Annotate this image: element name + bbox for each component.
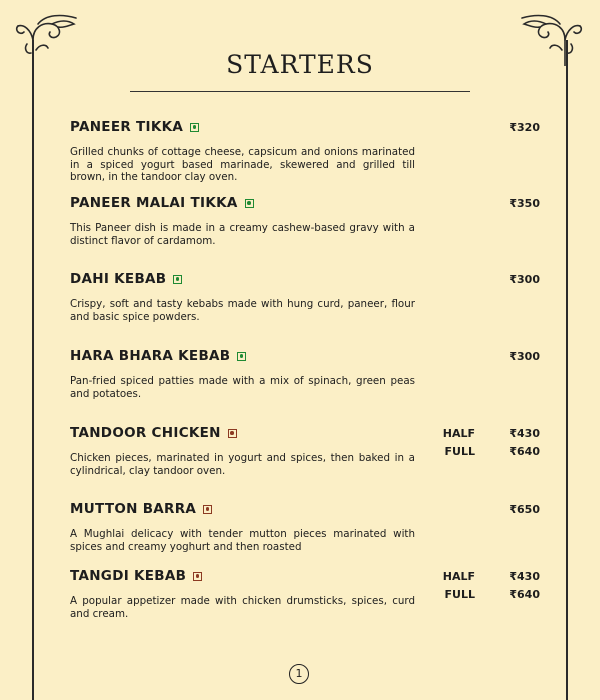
price-block — [495, 347, 540, 365]
menu-item-paneer-tikka — [70, 118, 540, 184]
right-border-line — [566, 40, 568, 700]
price-block — [435, 567, 540, 603]
menu-item-paneer-malai-tikka — [70, 194, 540, 247]
full-price: ₹640 — [509, 444, 540, 458]
full-price: ₹640 — [509, 587, 540, 601]
price-block — [495, 270, 540, 288]
menu-item-description: Crispy, soft and tasty kebabs made with hung curd, paneer, flour and basic spice powders. — [70, 298, 415, 323]
menu-item-name: PANEER TIKKA — [70, 118, 540, 136]
nonveg-indicator-icon — [228, 429, 237, 438]
menu-item-name: TANDOOR CHICKEN — [70, 424, 540, 442]
veg-indicator-icon — [173, 275, 182, 284]
menu-item-description: Pan-fried spiced patties made with a mix of spinach, green peas and potatoes. — [70, 375, 415, 400]
half-price: ₹430 — [509, 569, 540, 583]
menu-item-hara-bhara-kebab — [70, 347, 540, 400]
menu-item-name: DAHI KEBAB — [70, 270, 540, 288]
menu-item-price: ₹650 — [509, 502, 540, 516]
half-label: HALF — [442, 569, 475, 583]
menu-item-tangdi-kebab — [70, 567, 540, 620]
half-price: ₹430 — [509, 426, 540, 440]
left-border-line — [32, 40, 34, 700]
menu-item-description: Chicken pieces, marinated in yogurt and spices, then baked in a cylindrical, clay tandoor oven. — [70, 452, 415, 477]
page-number: 1 — [289, 664, 309, 684]
menu-item-dahi-kebab — [70, 270, 540, 323]
veg-indicator-icon — [245, 199, 254, 208]
menu-item-price: ₹300 — [509, 272, 540, 286]
menu-item-name: MUTTON BARRA — [70, 500, 540, 518]
veg-indicator-icon — [237, 352, 246, 361]
page-title: STARTERS — [226, 50, 374, 79]
price-block — [495, 194, 540, 212]
half-label: HALF — [442, 426, 475, 440]
menu-item-description: A Mughlai delicacy with tender mutton pieces marinated with spices and creamy yoghurt and then roasted — [70, 528, 415, 553]
full-label: FULL — [444, 587, 475, 601]
price-block — [495, 118, 540, 136]
nonveg-indicator-icon — [193, 572, 202, 581]
menu-item-price: ₹350 — [509, 196, 540, 210]
price-block — [495, 500, 540, 518]
menu-item-description: Grilled chunks of cottage cheese, capsicum and onions marinated in a spiced yogurt based marinade, skewered and grilled till brown, in the tandoor clay oven. — [70, 146, 415, 183]
menu-item-name: HARA BHARA KEBAB — [70, 347, 540, 365]
menu-item-description: A popular appetizer made with chicken drumsticks, spices, curd and cream. — [70, 595, 415, 620]
veg-indicator-icon — [190, 123, 199, 132]
menu-item-mutton-barra — [70, 500, 540, 553]
nonveg-indicator-icon — [203, 505, 212, 514]
menu-item-tandoor-chicken — [70, 424, 540, 477]
title-divider — [130, 91, 470, 92]
menu-item-name: PANEER MALAI TIKKA — [70, 194, 540, 212]
price-block — [435, 424, 540, 460]
menu-item-name: TANGDI KEBAB — [70, 567, 540, 585]
menu-item-description: This Paneer dish is made in a creamy cashew-based gravy with a distinct flavor of cardamom. — [70, 222, 415, 247]
menu-item-price: ₹300 — [509, 349, 540, 363]
full-label: FULL — [444, 444, 475, 458]
menu-item-price: ₹320 — [509, 120, 540, 134]
